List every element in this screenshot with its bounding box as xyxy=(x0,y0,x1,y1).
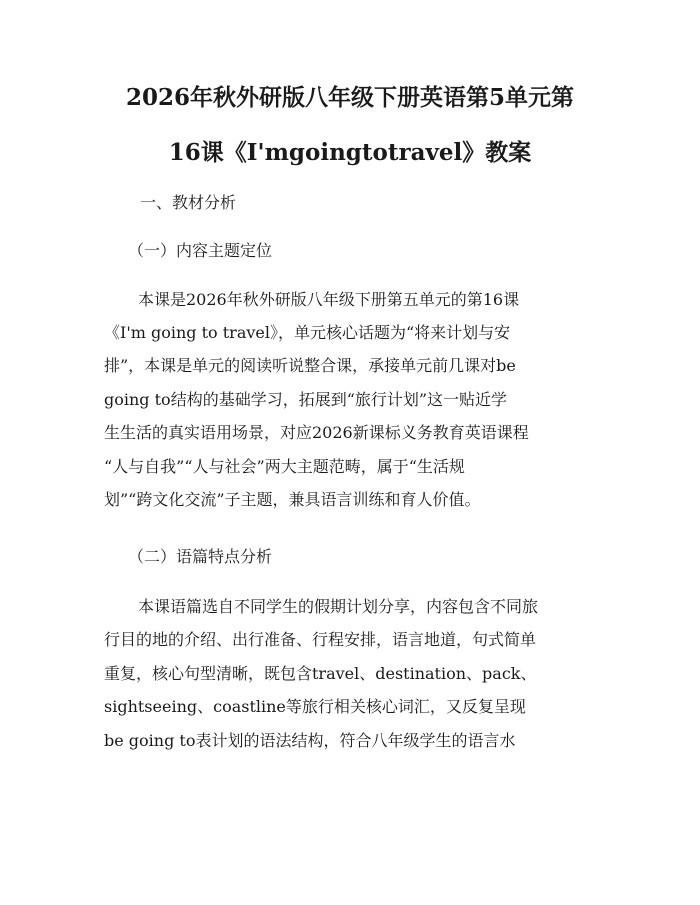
subsection-heading-theme: （一）内容主题定位 xyxy=(128,241,273,260)
paragraph-line: 排”，本课是单元的阅读听说整合课，承接单元前几课对be xyxy=(104,356,516,375)
paragraph-line: “人与自我”“人与社会”两大主题范畴，属于“生活规 xyxy=(104,457,465,476)
paragraph-line: going to结构的基础学习，拓展到“旅行计划”这一贴近学 xyxy=(104,390,508,409)
paragraph-line: 生生活的真实语用场景，对应2026新课标义务教育英语课程 xyxy=(104,423,529,442)
paragraph-line: be going to表计划的语法结构，符合八年级学生的语言水 xyxy=(104,731,516,750)
subsection-heading-discourse: （二）语篇特点分析 xyxy=(128,547,273,566)
document-title-line-2: 16课《I'mgoingtotravel》教案 xyxy=(168,139,532,166)
section-heading-analysis: 一、教材分析 xyxy=(140,193,237,212)
paragraph-line: 本课是2026年秋外研版八年级下册第五单元的第16课 xyxy=(138,290,520,309)
paragraph-line: 重复，核心句型清晰，既包含travel、destination、pack、 xyxy=(104,664,537,683)
paragraph-line: 《I'm going to travel》，单元核心话题为“将来计划与安 xyxy=(104,323,511,342)
paragraph-line: sightseeing、coastline等旅行相关核心词汇，又反复呈现 xyxy=(104,697,526,716)
paragraph-line: 划”“跨文化交流”子主题，兼具语言训练和育人价值。 xyxy=(104,490,481,509)
document-title-line-1: 2026年秋外研版八年级下册英语第5单元第 xyxy=(125,84,575,111)
paragraph-line: 行目的地的介绍、出行准备、行程安排，语言地道，句式简单 xyxy=(104,630,537,649)
paragraph-line: 本课语篇选自不同学生的假期计划分享，内容包含不同旅 xyxy=(138,597,539,616)
